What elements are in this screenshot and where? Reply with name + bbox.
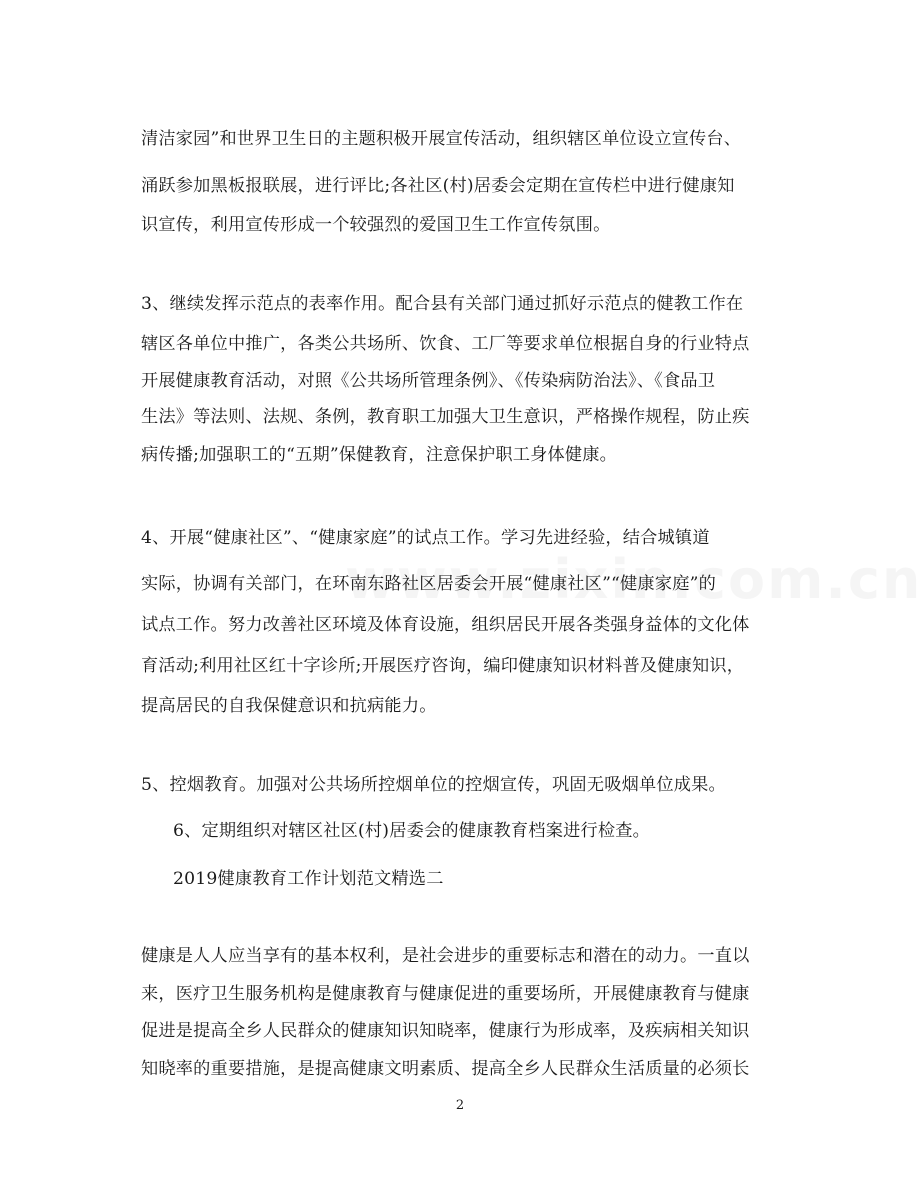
text-line: 试点工作。努力改善社区环境及体育设施，组织居民开展各类强身益体的文化体 <box>141 615 750 635</box>
text-line: 6、定期组织对辖区社区(村)居委会的健康教育档案进行检查。 <box>173 821 651 841</box>
text-line: 开展健康教育活动，对照《公共场所管理条例》、《传染病防治法》、《食品卫 <box>141 371 716 391</box>
text-line: 病传播;加强职工的“五期”保健教育，注意保护职工身体健康。 <box>141 445 618 465</box>
text-line: 促进是提高全乡人民群众的健康知识知晓率，健康行为形成率，及疾病相关知识 <box>141 1021 750 1041</box>
text-line: 育活动;利用社区红十字诊所;开展医疗咨询，编印健康知识材料普及健康知识， <box>141 656 745 676</box>
text-line: 涌跃参加黑板报联展，进行评比;各社区(村)居委会定期在宣传栏中进行健康知 <box>141 176 735 196</box>
text-line: 健康是人人应当享有的基本权利，是社会进步的重要标志和潜在的动力。一直以 <box>141 946 750 966</box>
text-line: 5、控烟教育。加强对公共场所控烟单位的控烟宣传，巩固无吸烟单位成果。 <box>141 775 726 795</box>
text-line: 来，医疗卫生服务机构是健康教育与健康促进的重要场所，开展健康教育与健康 <box>141 984 750 1004</box>
text-line: 生法》等法则、法规、条例，教育职工加强大卫生意识，严格操作规程，防止疾 <box>141 407 750 427</box>
text-line: 清洁家园”和世界卫生日的主题积极开展宣传活动，组织辖区单位设立宣传台、 <box>141 129 742 149</box>
text-line: 3、继续发挥示范点的表率作用。配合县有关部门通过抓好示范点的健教工作在 <box>141 294 744 314</box>
page-number: 2 <box>455 1098 465 1113</box>
text-line: 辖区各单位中推广，各类公共场所、饮食、工厂等要求单位根据自身的行业特点 <box>141 334 750 354</box>
text-line: 识宣传，利用宣传形成一个较强烈的爱国卫生工作宣传氛围。 <box>141 215 611 235</box>
text-line: 知晓率的重要措施，是提高健康文明素质、提高全乡人民群众生活质量的必须长 <box>141 1059 750 1079</box>
text-line: 提高居民的自我保健意识和抗病能力。 <box>141 696 437 716</box>
text-line: 实际，协调有关部门，在环南东路社区居委会开展“健康社区”“健康家庭”的 <box>141 574 716 594</box>
section-heading: 2019健康教育工作计划范文精选二 <box>173 869 444 889</box>
text-line: 4、开展“健康社区”、“健康家庭”的试点工作。学习先进经验，结合城镇道 <box>141 528 710 548</box>
